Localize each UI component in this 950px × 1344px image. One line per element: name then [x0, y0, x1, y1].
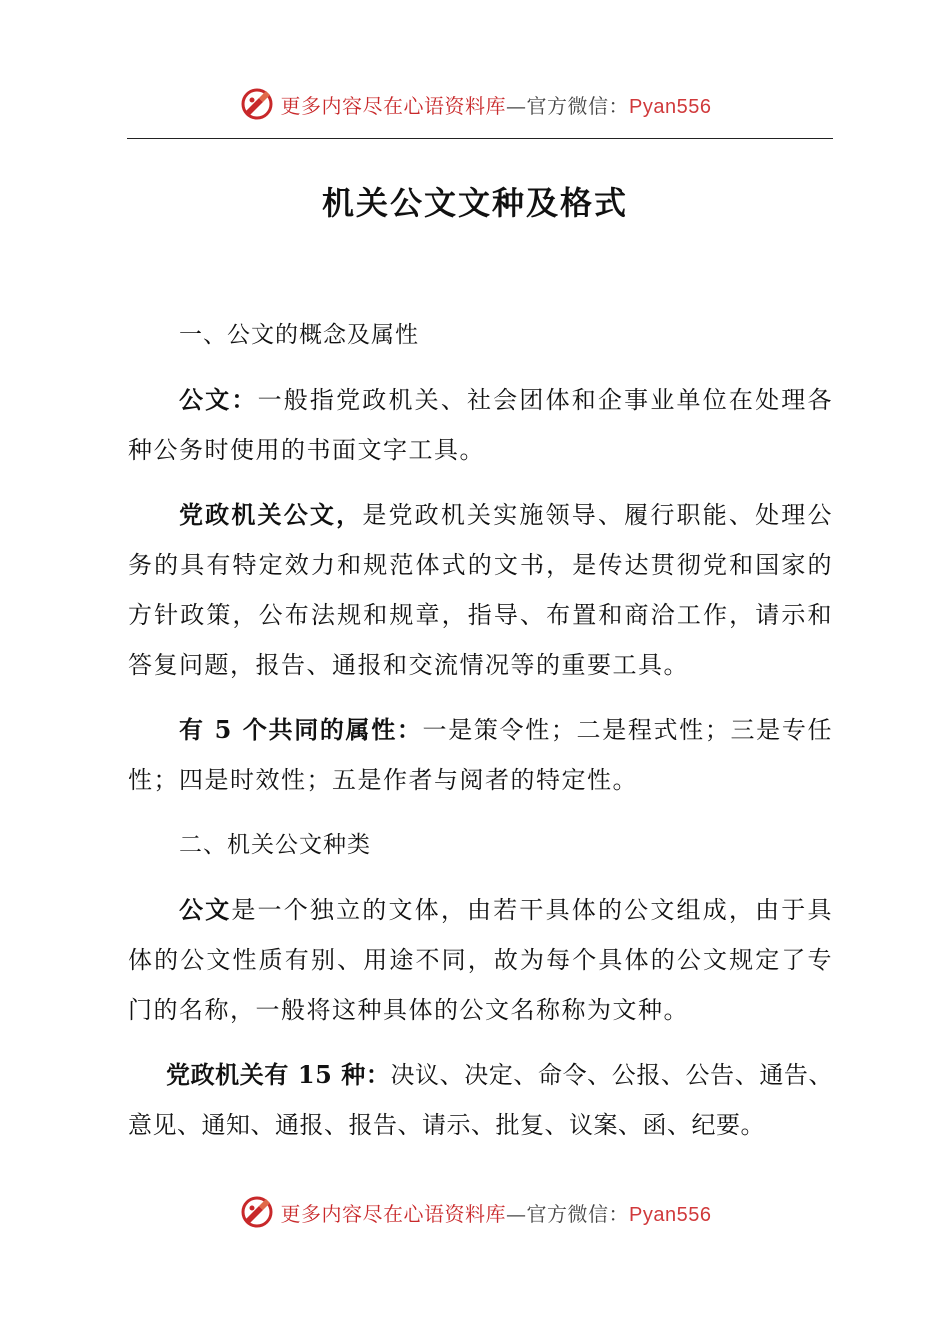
- brand-logo-icon: [239, 86, 275, 122]
- header-banner: [0, 84, 950, 124]
- header-brand-text: 更多内容尽在心语资料库: [280, 93, 507, 118]
- footer-banner-text: [281, 1198, 712, 1227]
- paragraph-definition-term: 公文：: [179, 385, 258, 414]
- brand-logo-icon: [239, 1194, 275, 1230]
- paragraph-fifteen-types: [128, 1050, 833, 1150]
- paragraph-definition: [128, 375, 833, 475]
- footer-wechat-label: 官方微信：: [526, 1201, 630, 1226]
- paragraph-definition-text: 一般指党政机关、社会团体和企事业单位在处理各种公务时使用的书面文字工具。: [128, 386, 833, 464]
- footer-brand-text: 更多内容尽在心语资料库: [280, 1201, 507, 1226]
- document-title: 机关公文文种及格式: [321, 184, 628, 222]
- footer-separator: —: [506, 1201, 527, 1226]
- paragraph-fifteen-types-term: 党政机关有 15 种：: [166, 1060, 391, 1089]
- paragraph-party-documents-text: 是党政机关实施领导、履行职能、处理公务的具有特定效力和规范体式的文书，是传达贯彻党和国家的方针政策，公布法规和规章，指导、布置和商洽工作，请示和答复问题，报告、通报和交流情况等的重要工具。: [128, 501, 833, 679]
- paragraph-party-documents: [128, 490, 833, 690]
- paragraph-attributes-text: 一是策令性；二是程式性；三是专任性；四是时效性；五是作者与阅者的特定性。: [128, 716, 833, 794]
- paragraph-attributes: [128, 705, 833, 805]
- paragraph-attributes-term: 有 5 个共同的属性：: [179, 715, 423, 744]
- header-separator: —: [506, 93, 527, 118]
- document-body: [128, 310, 833, 1165]
- header-wechat-account: Pyan556: [629, 95, 712, 118]
- footer-banner: [0, 1192, 950, 1232]
- header-banner-text: [281, 90, 712, 119]
- paragraph-genres-text: 是一个独立的文体，由若干具体的公文组成，由于具体的公文性质有别、用途不同，故为每个具体的公文规定了专门的名称，一般将这种具体的公文名称称为文种。: [128, 896, 833, 1024]
- paragraph-party-documents-term: 党政机关公文，: [179, 500, 363, 529]
- paragraph-genres-term: 公文: [179, 895, 232, 924]
- footer-wechat-account: Pyan556: [629, 1203, 712, 1226]
- section-heading-2: 二、机关公文种类: [179, 832, 371, 858]
- header-wechat-label: 官方微信：: [526, 93, 630, 118]
- section-heading-1: 一、公文的概念及属性: [179, 322, 419, 348]
- header-rule: [127, 138, 833, 139]
- paragraph-fifteen-types-text: 决议、决定、命令、公报、公告、通告、意见、通知、通报、报告、请示、批复、议案、函、纪要。: [128, 1061, 833, 1139]
- paragraph-genres: [128, 885, 833, 1035]
